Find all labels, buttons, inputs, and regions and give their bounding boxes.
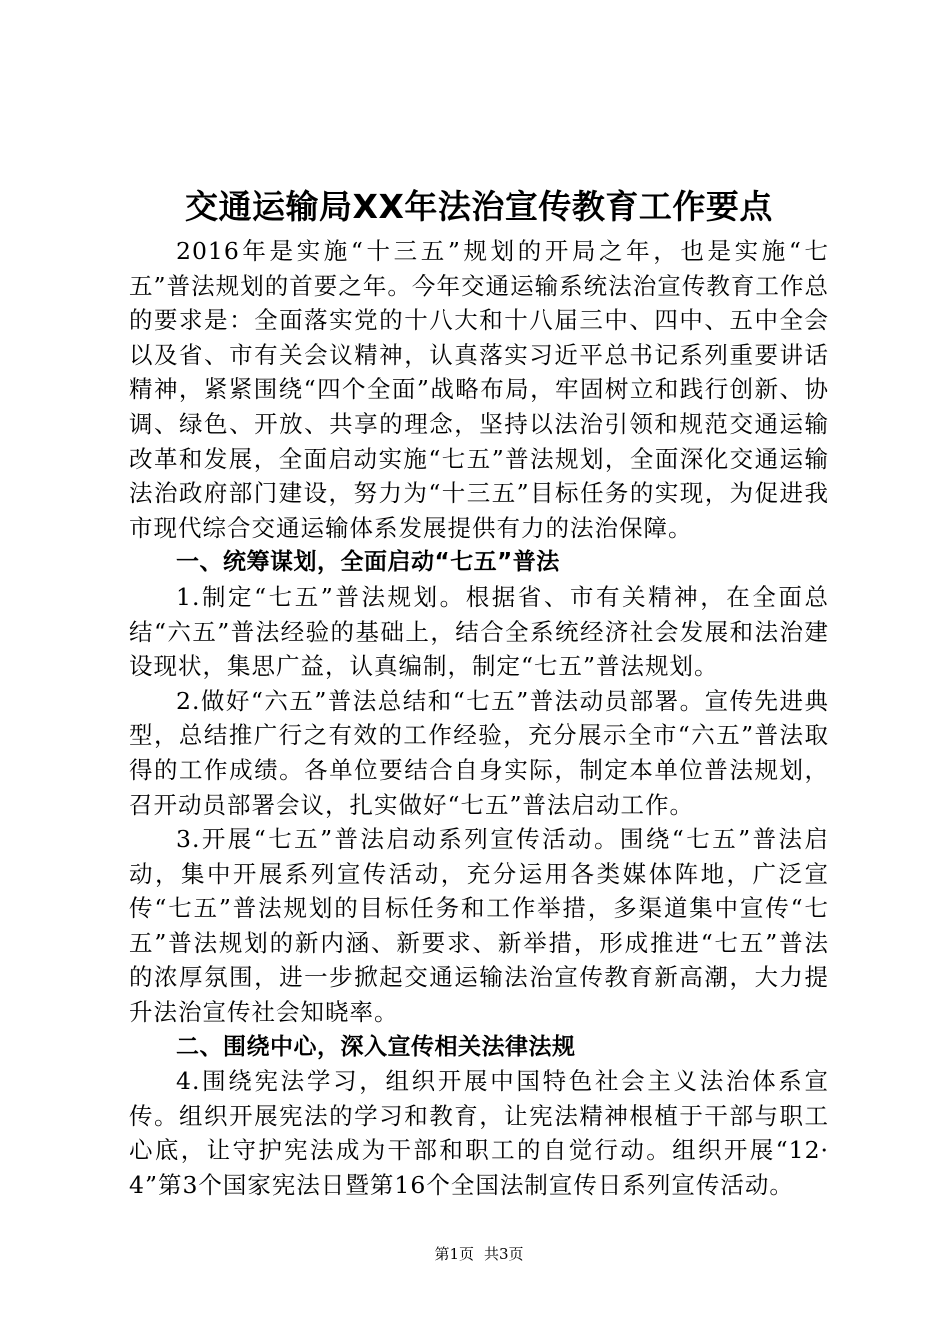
section-heading-2: 二、围绕中心，深入宣传相关法律法规 [176,1033,576,1060]
page-footer [129,1244,829,1264]
section-heading-1: 一、统筹谋划，全面启动“七五”普法 [176,549,560,576]
paragraph-item-3: 3.开展“七五”普法启动系列宣传活动。围绕“七五”普法启动，集中开展系列宣传活动，充分运用各类媒体阵地，广泛宣传“七五”普法规划的目标任务和工作举措，多渠道集中宣传“七五”普法规划的新内涵、新要求、新举措，形成推进“七五”普法的浓厚氛围，进一步掀起交通运输法治宣传教育新高潮，大力提升法治宣传社会知晓率。 [129,825,829,1027]
paragraph-item-4: 4.围绕宪法学习，组织开展中国特色社会主义法治体系宣传。组织开展宪法的学习和教育，让宪法精神根植于干部与职工心底，让守护宪法成为干部和职工的自觉行动。组织开展“12·4”第3个国家宪法日暨第16个全国法制宣传日系列宣传活动。 [129,1067,829,1200]
page-number: 第1页 [434,1245,474,1263]
paragraph-item-2: 2.做好“六五”普法总结和“七五”普法动员部署。宣传先进典型，总结推广行之有效的工作经验，充分展示全市“六五”普法取得的工作成绩。各单位要结合自身实际，制定本单位普法规划，召开动员部署会议，扎实做好“七五”普法启动工作。 [129,686,829,819]
document-page [129,0,829,1344]
document-body [129,234,829,1203]
paragraph-item-1: 1.制定“七五”普法规划。根据省、市有关精神，在全面总结“六五”普法经验的基础上，结合全系统经济社会发展和法治建设现状，集思广益，认真编制，制定“七五”普法规划。 [129,582,829,681]
paragraph-intro: 2016年是实施“十三五”规划的开局之年，也是实施“七五”普法规划的首要之年。今年交通运输系统法治宣传教育工作总的要求是：全面落实党的十八大和十八届三中、四中、五中全会以及省、市有关会议精神，认真落实习近平总书记系列重要讲话精神，紧紧围绕“四个全面”战略布局，牢固树立和践行创新、协调、绿色、开放、共享的理念，坚持以法治引领和规范交通运输改革和发展，全面启动实施“七五”普法规划，全面深化交通运输法治政府部门建设，努力为“十三五”目标任务的实现，为促进我市现代综合交通运输体系发展提供有力的法治保障。 [129,237,829,542]
page-total: 共3页 [484,1245,524,1263]
document-title: 交通运输局XX年法治宣传教育工作要点 [185,187,773,226]
